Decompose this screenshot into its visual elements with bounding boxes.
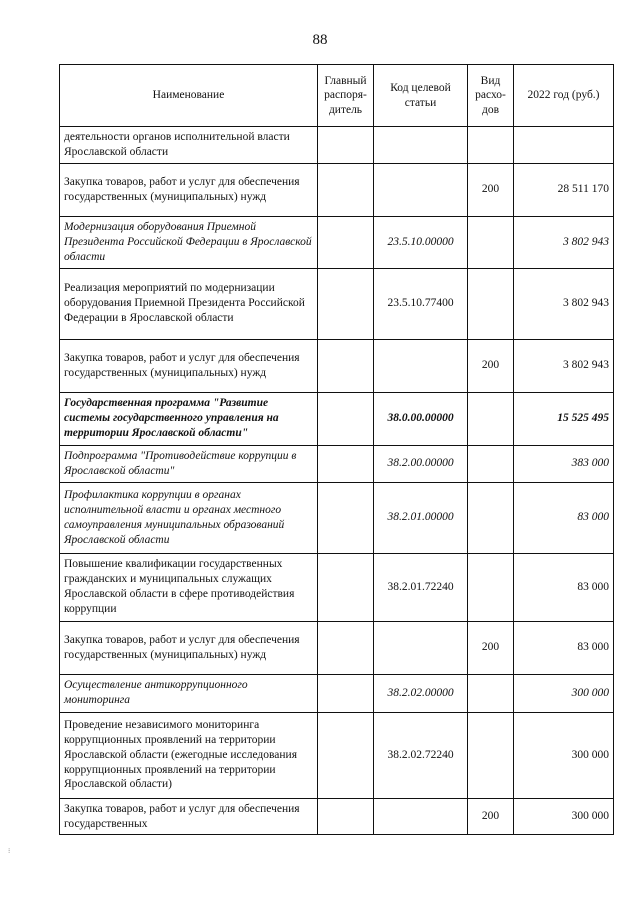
header-manager: Главный распоря-дитель (318, 65, 374, 127)
cell-name: Закупка товаров, работ и услуг для обеспечения государственных (60, 798, 318, 835)
cell-name: Закупка товаров, работ и услуг для обеспечения государственных (муниципальных) нужд (60, 339, 318, 392)
cell-expense-type: 200 (468, 621, 514, 674)
cell-amount: 28 511 170 (514, 163, 614, 216)
cell-code: 38.2.01.72240 (374, 553, 468, 621)
cell-name: Осуществление антикоррупционного мониторинга (60, 674, 318, 712)
table-row (60, 482, 614, 553)
header-expense-type: Вид расхо-дов (468, 65, 514, 127)
cell-name: Профилактика коррупции в органах исполнительной власти и органах местного самоуправления муниципальных образований Ярославской области (60, 482, 318, 553)
cell-manager (318, 127, 374, 164)
cell-manager (318, 445, 374, 482)
cell-expense-type: 200 (468, 339, 514, 392)
cell-amount (514, 127, 614, 164)
cell-name: Закупка товаров, работ и услуг для обеспечения государственных (муниципальных) нужд (60, 163, 318, 216)
cell-manager (318, 339, 374, 392)
cell-amount: 15 525 495 (514, 392, 614, 445)
cell-amount: 83 000 (514, 553, 614, 621)
cell-manager (318, 163, 374, 216)
table-row (60, 216, 614, 268)
header-code: Код целевой статьи (374, 65, 468, 127)
cell-manager (318, 621, 374, 674)
header-amount: 2022 год (руб.) (514, 65, 614, 127)
cell-name: Проведение независимого мониторинга коррупционных проявлений на территории Ярославской области (ежегодные исследования коррупционных проявлений на территории Ярославской области) (60, 712, 318, 798)
cell-code: 23.5.10.77400 (374, 268, 468, 339)
cell-name: деятельности органов исполнительной власти Ярославской области (60, 127, 318, 164)
table-row (60, 445, 614, 482)
cell-manager (318, 216, 374, 268)
cell-code (374, 127, 468, 164)
budget-table (59, 64, 614, 835)
cell-expense-type (468, 445, 514, 482)
header-name: Наименование (60, 65, 318, 127)
page-number: 88 (312, 32, 328, 48)
cell-amount: 3 802 943 (514, 216, 614, 268)
cell-expense-type (468, 482, 514, 553)
cell-manager (318, 712, 374, 798)
table-row (60, 268, 614, 339)
cell-expense-type (468, 674, 514, 712)
cell-code (374, 163, 468, 216)
cell-expense-type (468, 712, 514, 798)
cell-amount: 3 802 943 (514, 268, 614, 339)
cell-code: 38.0.00.00000 (374, 392, 468, 445)
cell-manager (318, 674, 374, 712)
cell-expense-type (468, 216, 514, 268)
cell-amount: 83 000 (514, 482, 614, 553)
cell-amount: 300 000 (514, 674, 614, 712)
cell-code (374, 621, 468, 674)
table-row (60, 127, 614, 164)
cell-amount: 3 802 943 (514, 339, 614, 392)
cell-amount: 83 000 (514, 621, 614, 674)
cell-name: Закупка товаров, работ и услуг для обеспечения государственных (муниципальных) нужд (60, 621, 318, 674)
cell-expense-type: 200 (468, 798, 514, 835)
cell-name: Модернизация оборудования Приемной Президента Российской Федерации в Ярославской области (60, 216, 318, 268)
table-row (60, 553, 614, 621)
cell-name: Государственная программа "Развитие системы государственного управления на территории Ярославской области" (60, 392, 318, 445)
cell-code: 38.2.00.00000 (374, 445, 468, 482)
cell-code: 23.5.10.00000 (374, 216, 468, 268)
cell-manager (318, 392, 374, 445)
cell-name: Повышение квалификации государственных гражданских и муниципальных служащих Ярославской области в сфере противодействия коррупции (60, 553, 318, 621)
cell-code (374, 798, 468, 835)
cell-manager (318, 798, 374, 835)
cell-name: Подпрограмма "Противодействие коррупции в Ярославской области" (60, 445, 318, 482)
cell-amount: 383 000 (514, 445, 614, 482)
cell-manager (318, 553, 374, 621)
cell-manager (318, 482, 374, 553)
cell-code: 38.2.02.00000 (374, 674, 468, 712)
table-row (60, 674, 614, 712)
table-row (60, 798, 614, 835)
table-row (60, 712, 614, 798)
cell-name: Реализация мероприятий по модернизации оборудования Приемной Президента Российской Федерации в Ярославской области (60, 268, 318, 339)
cell-amount: 300 000 (514, 712, 614, 798)
scan-edge-mark: ⁝ (8, 847, 11, 855)
cell-expense-type (468, 268, 514, 339)
header-row (60, 65, 614, 127)
cell-code: 38.2.02.72240 (374, 712, 468, 798)
table-header (60, 65, 614, 127)
table-row (60, 339, 614, 392)
cell-expense-type (468, 553, 514, 621)
cell-amount: 300 000 (514, 798, 614, 835)
table-row (60, 621, 614, 674)
cell-expense-type (468, 392, 514, 445)
cell-expense-type (468, 127, 514, 164)
cell-manager (318, 268, 374, 339)
cell-code (374, 339, 468, 392)
cell-code: 38.2.01.00000 (374, 482, 468, 553)
table-body (60, 127, 614, 835)
table-row (60, 163, 614, 216)
table-row (60, 392, 614, 445)
cell-expense-type: 200 (468, 163, 514, 216)
